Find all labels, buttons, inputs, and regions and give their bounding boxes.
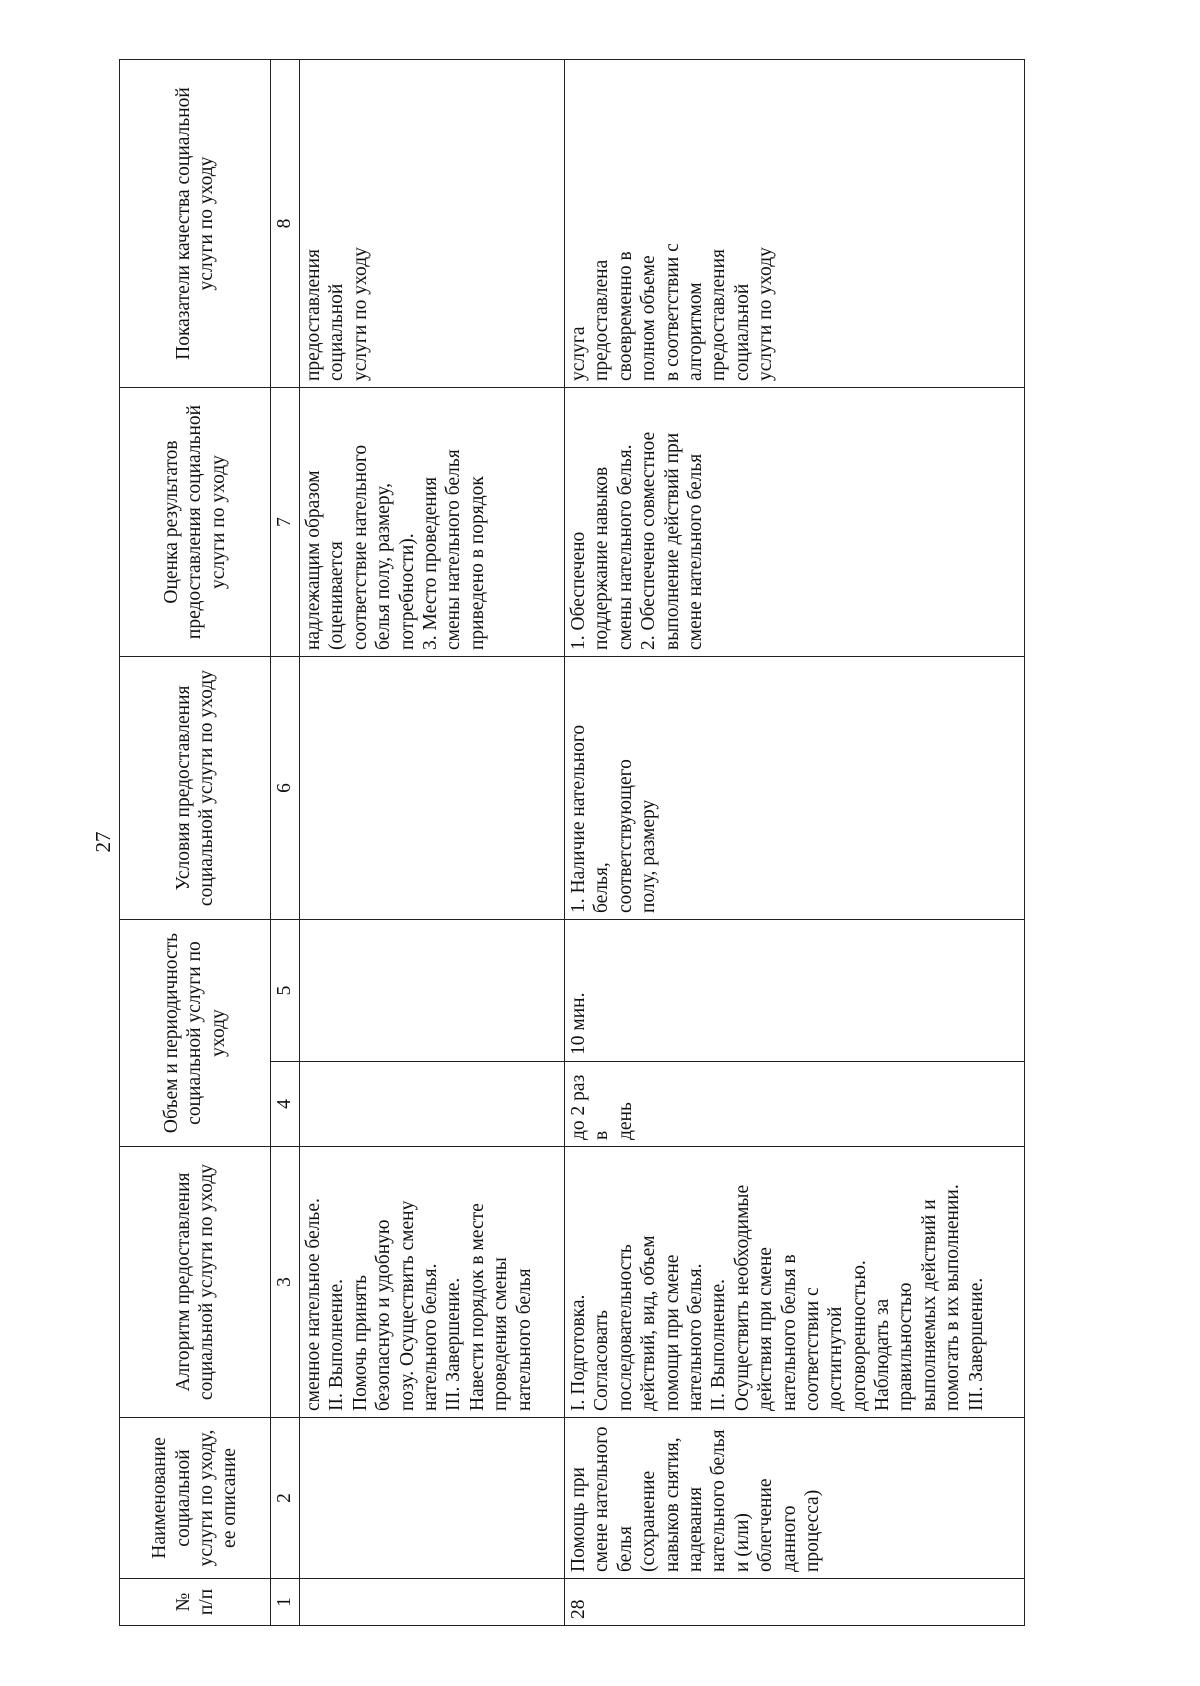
column-number: 3	[271, 1147, 300, 1418]
header-name: Наименование социальной услуги по уходу, ее описание	[120, 1418, 271, 1579]
cell-text-line: Согласовать	[591, 1309, 613, 1411]
cell-text-line: достигнутой	[825, 1306, 847, 1411]
algorithm-cell	[300, 1147, 565, 1418]
cell-text-line: (оценивается	[326, 541, 348, 650]
cell-text-line: услуги по уходу	[755, 247, 777, 381]
cell-text-line: смены нательного белья	[443, 449, 465, 650]
column-number: 2	[271, 1418, 300, 1579]
cell-text-line: Осуществить необходимые	[731, 1184, 753, 1411]
page-number: 27	[91, 831, 115, 853]
header-evaluation: Оценка результатов предоставления социальной услуги по уходу	[120, 388, 271, 657]
cell-text-line: позу. Осуществить смену	[396, 1200, 418, 1411]
cell-text-line: действий, вид, объем	[638, 1235, 660, 1411]
cell-text-line: надлежащим образом	[303, 470, 324, 650]
column-number: 5	[271, 920, 300, 1062]
duration-cell	[300, 920, 565, 1062]
cell-text-line: навыков снятия,	[661, 1437, 683, 1572]
cell-text-line: Наблюдать за	[872, 1298, 894, 1411]
cell-text-line: Помощь при	[568, 1467, 589, 1572]
cell-text-line: белья	[614, 1526, 636, 1572]
cell-text-line: алгоритмом	[684, 282, 706, 381]
services-table	[119, 59, 1025, 1626]
column-number: 7	[271, 388, 300, 657]
column-number: 6	[271, 657, 300, 920]
cell-text-line: и (или)	[731, 1513, 753, 1572]
cell-text-line: облегчение	[755, 1478, 777, 1572]
cell-text-line: договоренностью.	[848, 1260, 870, 1411]
rotated-table-container	[119, 60, 1081, 1626]
cell-text-line: III. Завершение.	[443, 1277, 465, 1411]
cell-text-line: социальной	[326, 283, 348, 381]
cell-text-line: в соответствии с	[661, 243, 683, 381]
row-number	[300, 1579, 565, 1626]
cell-text-line: сменное нательное белье.	[303, 1198, 324, 1411]
cell-text-line: выполнение действий при	[661, 432, 683, 650]
cell-text-line: (сохранение	[638, 1470, 660, 1572]
cell-text-line: 1. Обеспечено	[568, 531, 589, 650]
cell-text-line: смены нательного белья.	[614, 444, 636, 650]
cell-text-line: 3. Место проведения	[419, 476, 441, 650]
cell-text-line: услуги по уходу	[349, 247, 371, 381]
table-row	[300, 60, 565, 1626]
cell-text-line: потребности).	[396, 533, 418, 650]
cell-text-line: Навести порядок в месте	[466, 1203, 488, 1411]
periodicity-cell	[300, 1062, 565, 1147]
cell-text-line: предоставлена	[591, 259, 613, 381]
cell-text-line: II. Выполнение.	[708, 1279, 730, 1411]
cell-text-line: 1. Наличие нательного	[568, 724, 589, 913]
cell-text-line: нательного белья.	[419, 1263, 441, 1411]
evaluation-cell	[565, 388, 1025, 657]
header-algorithm: Алгоритм предоставления социальной услуги по уходу	[120, 1147, 271, 1418]
cell-text-line: помогать в их выполнении.	[942, 1184, 964, 1411]
cell-text-line: полу, размеру	[638, 799, 660, 913]
conditions-cell	[565, 657, 1025, 920]
cell-text-line: выполняемых действий и	[918, 1199, 940, 1411]
cell-text-line: данного	[778, 1505, 800, 1572]
cell-text-line: предоставления	[708, 249, 730, 381]
cell-text-line: последовательность	[614, 1244, 636, 1411]
evaluation-cell	[300, 388, 565, 657]
header-conditions: Условия предоставления социальной услуги по уходу	[120, 657, 271, 920]
cell-text-line: предоставления	[303, 249, 324, 381]
cell-text-line: проведения смены	[490, 1257, 512, 1411]
cell-text-line: смене нательного белья	[684, 453, 706, 650]
cell-text-line: нательного белья.	[684, 1263, 706, 1411]
cell-text-line: надевания	[684, 1486, 706, 1572]
cell-text-line: Помочь принять	[349, 1274, 371, 1411]
cell-text-line: своевременно в	[614, 251, 636, 381]
cell-text-line: белья полу, размеру,	[373, 483, 395, 650]
cell-text-line: приведено в порядок	[466, 476, 488, 650]
cell-text-line: безопасную и удобную	[373, 1219, 395, 1411]
cell-text-line: II. Выполнение.	[326, 1279, 348, 1411]
cell-text-line: I. Подготовка.	[568, 1294, 589, 1411]
quality-cell	[300, 60, 565, 388]
cell-text-line: смене нательного	[591, 1426, 613, 1572]
cell-text-line: до 2 раз в	[568, 1074, 613, 1140]
quality-cell	[565, 60, 1025, 388]
table-row	[565, 60, 1025, 1626]
header-no: № п/п	[120, 1579, 271, 1626]
column-number: 8	[271, 60, 300, 388]
column-number: 4	[271, 1062, 300, 1147]
column-number: 1	[271, 1579, 300, 1626]
cell-text-line: соответствии с	[801, 1287, 823, 1411]
periodicity-cell	[565, 1062, 1025, 1147]
row-number: 28	[565, 1579, 1025, 1626]
header-volume: Объем и периодичность социальной услуги по уходу	[120, 920, 271, 1147]
cell-text-line: III. Завершение.	[965, 1277, 987, 1411]
cell-text-line: нательного белья в	[778, 1254, 800, 1411]
cell-text-line: день	[614, 1102, 636, 1140]
cell-text-line: 2. Обеспечено совместное	[638, 431, 660, 650]
cell-text-line: правильностью	[895, 1282, 917, 1411]
cell-text-line: соответствие нательного	[349, 444, 371, 650]
cell-text-line: процесса)	[801, 1489, 823, 1572]
service-name-cell	[300, 1418, 565, 1579]
cell-text-line: 10 мин.	[568, 992, 589, 1055]
cell-text-line: действия при смене	[755, 1247, 777, 1411]
cell-text-line: нательного белья	[513, 1268, 535, 1411]
cell-text-line: помощи при смене	[661, 1254, 683, 1411]
cell-text-line: соответствующего	[614, 759, 636, 913]
header-quality: Показатели качества социальной услуги по уходу	[120, 60, 271, 388]
cell-text-line: белья,	[591, 862, 613, 913]
algorithm-cell	[565, 1147, 1025, 1418]
column-number-row	[271, 60, 300, 1626]
duration-cell	[565, 920, 1025, 1062]
cell-text-line: поддержание навыков	[591, 466, 613, 650]
cell-text-line: полном объеме	[638, 255, 660, 381]
cell-text-line: нательного белья	[708, 1429, 730, 1572]
cell-text-line: услуга	[568, 326, 589, 381]
service-name-cell	[565, 1418, 1025, 1579]
cell-text-line: социальной	[731, 283, 753, 381]
conditions-cell	[300, 657, 565, 920]
